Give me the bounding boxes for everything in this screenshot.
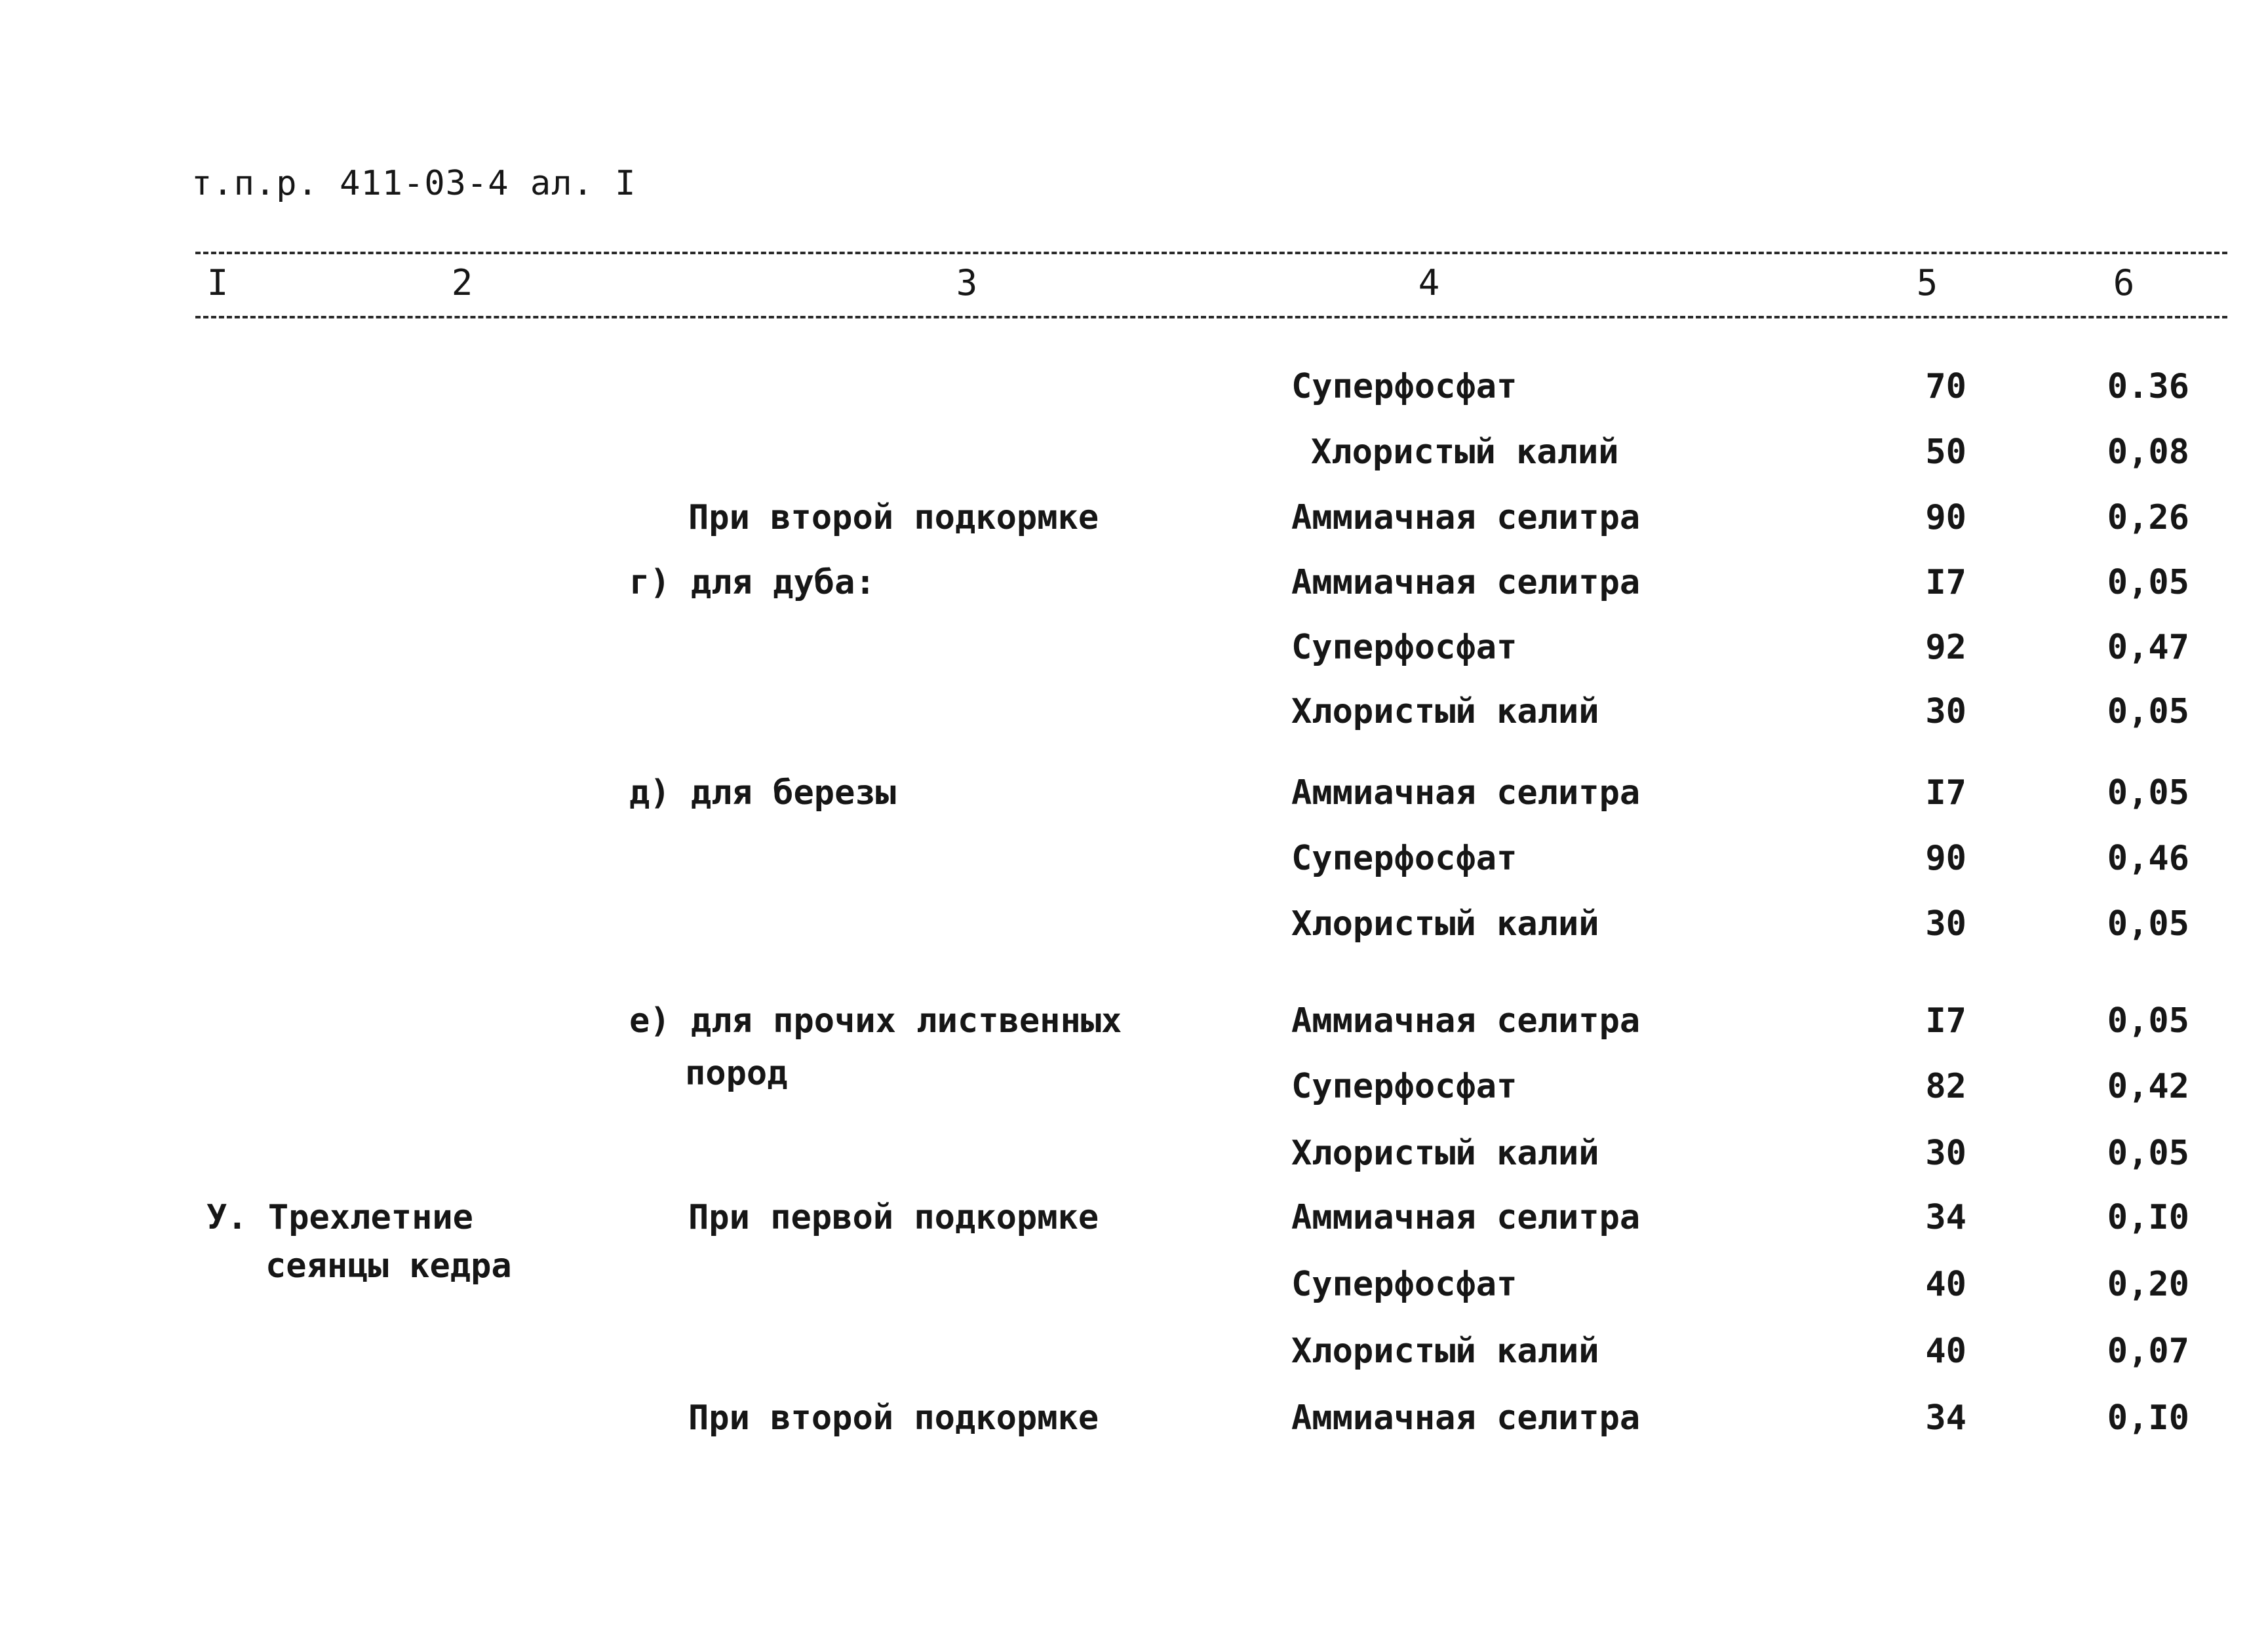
fertilizer-name: Хлористый калий [1291,692,1599,731]
dose-value: 40 [1925,1265,1966,1304]
fertilizer-name: Аммиачная селитра [1291,773,1641,813]
quantity-value: 0,05 [2107,1134,2189,1173]
quantity-value: 0,05 [2107,692,2189,731]
quantity-value: 0,05 [2107,904,2189,944]
dose-value: 92 [1925,628,1966,667]
fertilizer-name: Хлористый калий [1311,432,1619,472]
species-label: е) для прочих лиственных [629,1001,1122,1041]
table-header-bottom-rule [195,316,2227,318]
document-reference: т.п.р. 411-03-4 ал. I [191,164,636,203]
dose-value: 90 [1925,839,1966,878]
table-header-top-rule [195,252,2227,254]
feeding-stage-label: При первой подкормке [688,1198,1099,1237]
column-number-2: 2 [451,262,473,303]
dose-value: 40 [1925,1332,1966,1371]
section-title: У. Трехлетние [206,1198,473,1237]
quantity-value: 0,05 [2107,563,2189,602]
column-number-5: 5 [1916,262,1938,303]
quantity-value: 0,I0 [2107,1398,2189,1438]
fertilizer-name: Суперфосфат [1291,367,1517,406]
fertilizer-name: Суперфосфат [1291,839,1517,878]
dose-value: 82 [1925,1067,1966,1106]
fertilizer-name: Суперфосфат [1291,1067,1517,1106]
quantity-value: 0,05 [2107,773,2189,813]
dose-value: I7 [1925,563,1966,602]
column-number-3: 3 [956,262,978,303]
dose-value: 34 [1925,1398,1966,1438]
quantity-value: 0.36 [2107,367,2189,406]
fertilizer-name: Аммиачная селитра [1291,1398,1641,1438]
fertilizer-name: Аммиачная селитра [1291,1001,1641,1041]
quantity-value: 0,07 [2107,1332,2189,1371]
fertilizer-name: Аммиачная селитра [1291,563,1641,602]
fertilizer-name: Аммиачная селитра [1291,498,1641,537]
quantity-value: 0,42 [2107,1067,2189,1106]
fertilizer-name: Суперфосфат [1291,1265,1517,1304]
species-label: д) для березы [629,773,896,813]
dose-value: 90 [1925,498,1966,537]
feeding-stage-label: При второй подкормке [688,1398,1099,1438]
feeding-stage-label: При второй подкормке [688,498,1099,537]
dose-value: 70 [1925,367,1966,406]
fertilizer-name: Суперфосфат [1291,628,1517,667]
dose-value: 30 [1925,692,1966,731]
fertilizer-name: Хлористый калий [1291,1332,1599,1371]
dose-value: 34 [1925,1198,1966,1237]
dose-value: I7 [1925,773,1966,813]
quantity-value: 0,46 [2107,839,2189,878]
column-number-4: 4 [1418,262,1440,303]
dose-value: 30 [1925,1134,1966,1173]
fertilizer-name: Хлористый калий [1291,904,1599,944]
fertilizer-name: Аммиачная селитра [1291,1198,1641,1237]
quantity-value: 0,I0 [2107,1198,2189,1237]
species-label: г) для дуба: [629,563,876,602]
dose-value: I7 [1925,1001,1966,1041]
column-number-6: 6 [2113,262,2135,303]
fertilizer-name: Хлористый калий [1291,1134,1599,1173]
quantity-value: 0,20 [2107,1265,2189,1304]
quantity-value: 0,47 [2107,628,2189,667]
column-number-1: I [206,262,229,303]
quantity-value: 0,26 [2107,498,2189,537]
species-label-continuation: пород [685,1054,788,1093]
dose-value: 30 [1925,904,1966,944]
section-title-continuation: сеянцы кедра [265,1246,512,1286]
dose-value: 50 [1925,432,1966,472]
quantity-value: 0,05 [2107,1001,2189,1041]
quantity-value: 0,08 [2107,432,2189,472]
